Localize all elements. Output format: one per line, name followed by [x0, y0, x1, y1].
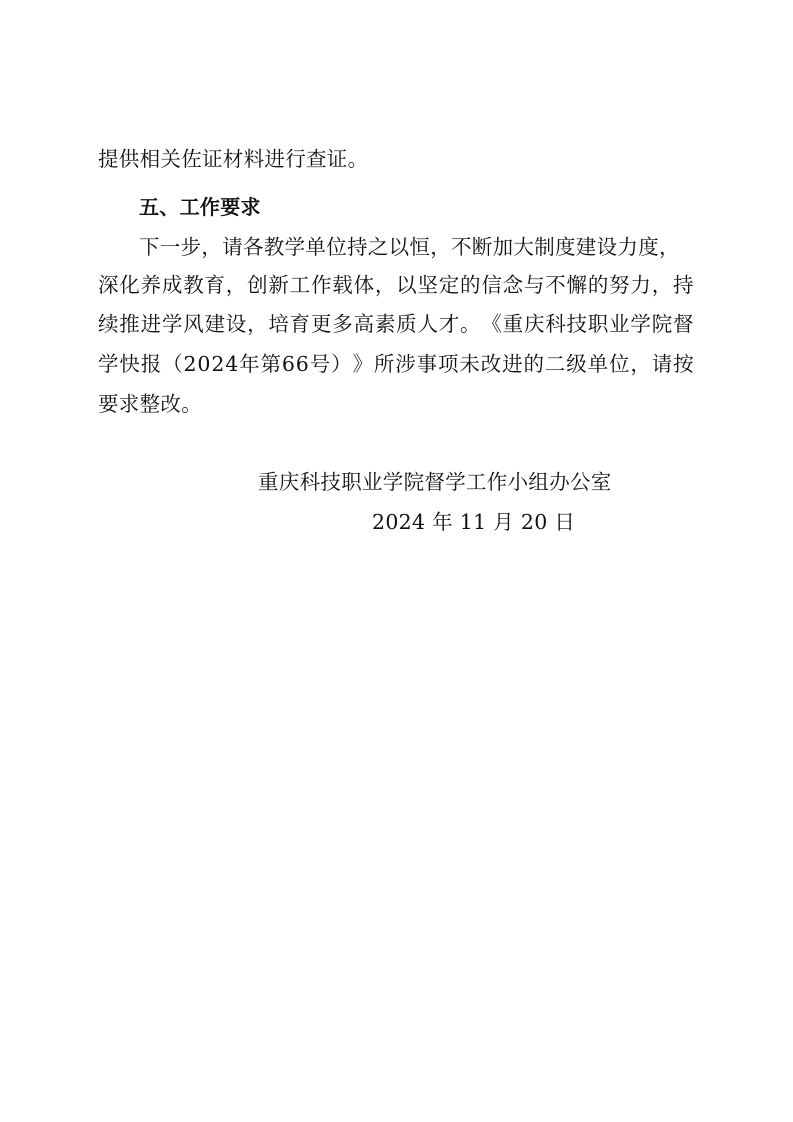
- paragraph-line-4: 学 快 报 （ 2 0 2 4 年 第 6 6 号 ） 》 所 涉 事 项 未 改 进 的 二 级 单 位 ， 请 按: [98, 352, 694, 376]
- paragraph-line-1: 下一步，请各教学单位持之以恒，不断加大制度建设力度，: [139, 235, 680, 259]
- paragraph-line-3: 续 推 进 学 风 建 设 ， 培 育 更 多 高 素 质 人 才 。 《 重 庆 科 技 职 业 学 院 督: [98, 312, 694, 336]
- section-heading: 五、工作要求: [139, 195, 261, 219]
- signature-organization: 重庆科技职业学院督学工作小组办公室: [258, 470, 612, 494]
- paragraph-line-5: 要求整改。: [98, 392, 202, 416]
- signature-date: 2024 年 11 月 20 日: [372, 510, 576, 534]
- continuation-line: 提供相关佐证材料进行查证。: [98, 147, 369, 171]
- paragraph-line-2: 深 化 养 成 教 育 ， 创 新 工 作 载 体 ， 以 坚 定 的 信 念 与 不 懈 的 努 力 ， 持: [98, 273, 694, 297]
